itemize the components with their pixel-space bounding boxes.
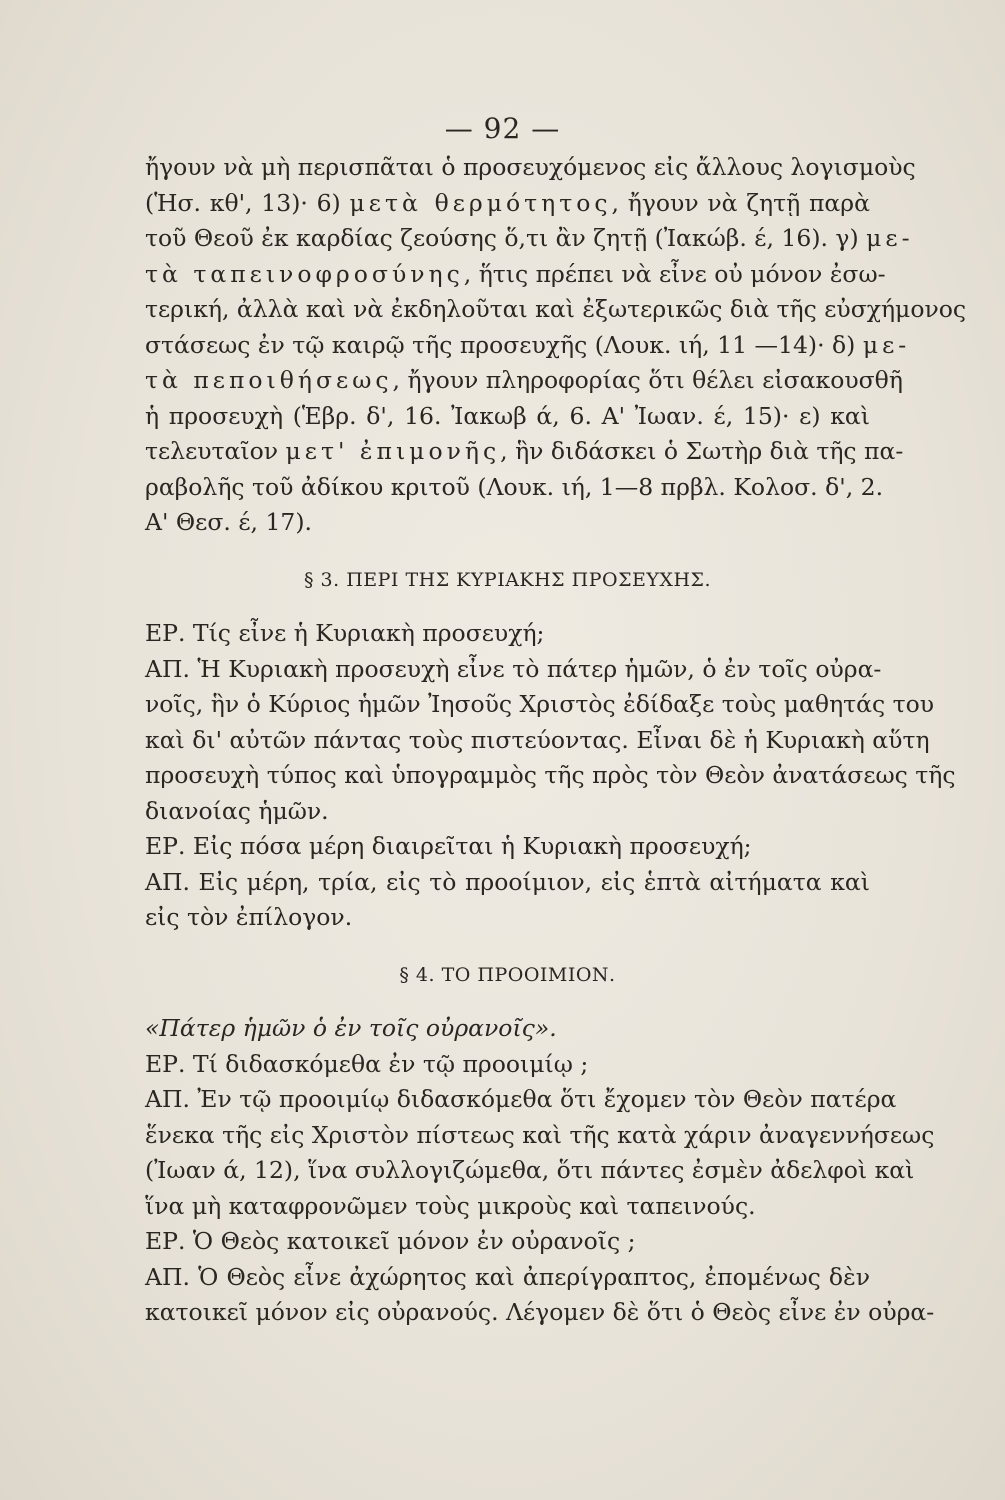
spaced-term: μετ' ἐπιμονῆς <box>285 437 501 465</box>
section-4-heading: § 4. ΤΟ ΠΡΟΟΙΜΙΟΝ. <box>399 963 616 986</box>
section-3-heading: § 3. ΠΕΡΙ ΤΗΣ ΚΥΡΙΑΚΗΣ ΠΡΟΣΕΥΧΗΣ. <box>303 568 712 591</box>
answer-line: νοῖς, ἣν ὁ Κύριος ἡμῶν Ἰησοῦς Χριστὸς ἐδίδαξε τοὺς μαθητάς του <box>145 690 935 718</box>
page-number: — 92 — <box>444 112 561 145</box>
text-line: τελευταῖον μετ' ἐπιμονῆς, ἣν διδάσκει ὁ Σωτὴρ διὰ τῆς πα- <box>145 437 904 465</box>
text-line: ἡ προσευχὴ (Ἑβρ. δ', 16. Ἰακωβ ά, 6. Α' Ἰωαν. έ, 15)· ε) καὶ <box>145 401 870 430</box>
answer-line: ἵνα μὴ καταφρονῶμεν τοὺς μικροὺς καὶ ταπεινούς. <box>145 1191 756 1220</box>
text-line: τὰ ταπεινοφροσύνης, ἥτις πρέπει νὰ εἶνε οὐ μόνον ἐσω- <box>145 259 886 288</box>
spaced-term: τὰ πεποιθήσεως <box>145 366 393 394</box>
answer-line: προσευχὴ τύπος καὶ ὑπογραμμὸς τῆς πρὸς τὸν Θεὸν ἀνατάσεως τῆς <box>145 761 956 789</box>
text-line: ραβολῆς τοῦ ἀδίκου κριτοῦ (Λουκ. ιή, 1—8 πρβλ. Κολοσ. δ', 2. <box>145 472 884 501</box>
text-line: (Ἡσ. κθ', 13)· 6) μετὰ θερμότητος, ἤγουν νὰ ζητῇ παρὰ <box>145 188 870 217</box>
answer-line: ἕνεκα τῆς εἰς Χριστὸν πίστεως καὶ τῆς κατὰ χάριν ἀναγεννήσεως <box>145 1120 935 1149</box>
text-line: Α' Θεσ. έ, 17). <box>145 508 312 536</box>
text-line: ἤγουν νὰ μὴ περισπᾶται ὁ προσευχόμενος εἰς ἄλλους λογισμοὺς <box>145 153 916 181</box>
answer-line: εἰς τὸν ἐπίλογον. <box>145 903 353 931</box>
answer-line: καὶ δι' αὐτῶν πάντας τοὺς πιστεύοντας. Εἶναι δὲ ἡ Κυριακὴ αὕτη <box>145 725 930 754</box>
prayer-quote: «Πάτερ ἡμῶν ὁ ἐν τοῖς οὐρανοῖς». <box>145 1014 557 1042</box>
spaced-term: μετὰ θερμότητος <box>349 188 612 217</box>
answer-line: ΑΠ. Ἐν τῷ προοιμίῳ διδασκόμεθα ὅτι ἔχομεν τὸν Θεὸν πατέρα <box>145 1085 897 1113</box>
answer-line: ΑΠ. Ὁ Θεὸς εἶνε ἀχώρητος καὶ ἀπερίγραπτος, ἐπομένως δὲν <box>145 1262 870 1291</box>
spaced-term: τὰ ταπεινοφροσύνης <box>145 259 464 288</box>
text-line: τὰ πεποιθήσεως, ἤγουν πληροφορίας ὅτι θέλει εἰσακουσθῆ <box>145 366 903 394</box>
text-line: τοῦ Θεοῦ ἐκ καρδίας ζεούσης ὅ,τι ἂν ζητῇ (Ἰακώβ. έ, 16). γ) με- <box>145 224 914 252</box>
page-body <box>145 150 967 1331</box>
question: ΕΡ. Τί διδασκόμεθα ἐν τῷ προοιμίῳ ; <box>145 1049 589 1078</box>
question: ΕΡ. Ὁ Θεὸς κατοικεῖ μόνον ἐν οὐρανοῖς ; <box>145 1227 636 1255</box>
answer-line: (Ἰωαν ά, 12), ἵνα συλλογιζώμεθα, ὅτι πάντες ἐσμὲν ἀδελφοὶ καὶ <box>145 1156 915 1184</box>
answer-line: διανοίας ἡμῶν. <box>145 796 329 825</box>
question: ΕΡ. Τίς εἶνε ἡ Κυριακὴ προσευχή; <box>145 619 545 647</box>
answer-line: ΑΠ. Ἡ Κυριακὴ προσευχὴ εἶνε τὸ πάτερ ἡμῶν, ὁ ἐν τοῖς οὐρα- <box>145 654 882 683</box>
spaced-term: με- <box>862 330 911 359</box>
text-line: τερική, ἀλλὰ καὶ νὰ ἐκδηλοῦται καὶ ἐξωτερικῶς διὰ τῆς εὐσχήμονος <box>145 295 967 323</box>
text-line: στάσεως ἐν τῷ καιρῷ τῆς προσευχῆς (Λουκ. ιή, 11 —14)· δ) με- <box>145 330 911 359</box>
answer-line: κατοικεῖ μόνον εἰς οὐρανούς. Λέγομεν δὲ ὅτι ὁ Θεὸς εἶνε ἐν οὐρα- <box>145 1298 935 1326</box>
answer-line: ΑΠ. Εἰς μέρη, τρία, εἰς τὸ προοίμιον, εἰς ἑπτὰ αἰτήματα καὶ <box>145 867 870 896</box>
question: ΕΡ. Εἰς πόσα μέρη διαιρεῖται ἡ Κυριακὴ προσευχή; <box>145 832 752 860</box>
opening-paragraph <box>145 150 967 541</box>
spaced-term: με- <box>866 224 914 252</box>
